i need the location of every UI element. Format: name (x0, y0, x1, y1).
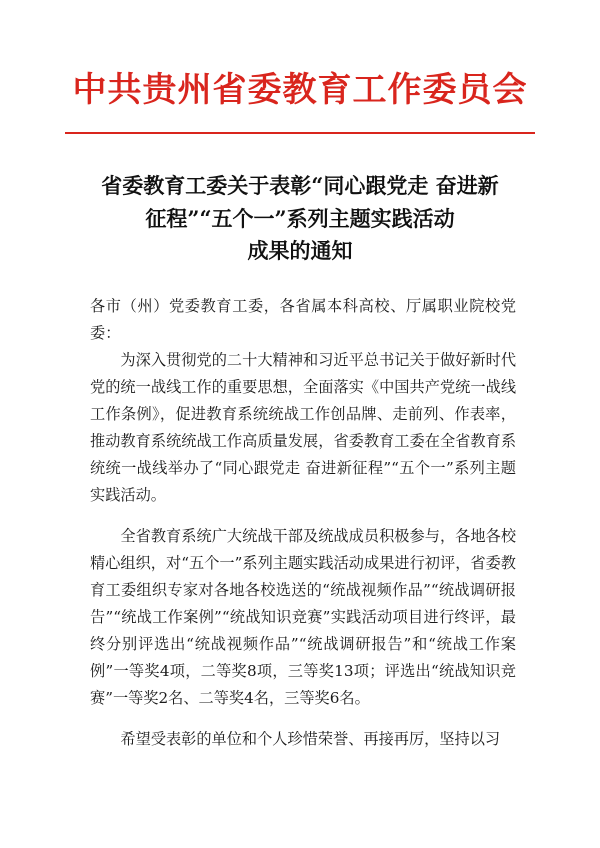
issuing-organization-header: 中共贵州省委教育工作委员会 (72, 70, 528, 110)
salutation: 各市（州）党委教育工委，各省属本科高校、厅属职业院校党委： (90, 297, 516, 342)
document-title (70, 170, 530, 268)
body-paragraph-3: 希望受表彰的单位和个人珍惜荣誉、再接再厉，坚持以习 (120, 730, 501, 748)
body-paragraph-1: 为深入贯彻党的二十大精神和习近平总书记关于做好新时代党的统一战线工作的重要思想，全面落实《中国共产党统一战线工作条例》，促进教育系统统战工作创品牌、走前列、作表率，推动教育系统统战工作高质量发展，省委教育工委在全省教育系统统一战线举办了“同心跟党走 奋进新征程”“五个一”系列主题实践活动。 (90, 351, 516, 504)
body-paragraph-2: 全省教育系统广大统战干部及统战成员积极参与，各地各校精心组织，对“五个一”系列主题实践活动成果进行初评，省委教育工委组织专家对各地各校选送的“统战视频作品”“统战调研报告”“统战工作案例”“统战知识竞赛”实践活动项目进行终评，最终分别评选出“统战视频作品”“统战调研报告”和“统战工作案例”一等奖4项，二等奖8项，三等奖13项；评选出“统战知识竞赛”一等奖2名、二等奖4名，三等奖6名。 (90, 527, 516, 707)
document-title-line-2: 征程”“五个一”系列主题实践活动 (145, 205, 455, 231)
document-title-line-3: 成果的通知 (247, 238, 353, 264)
header-red-rule (65, 132, 535, 134)
document-title-line-1: 省委教育工委关于表彰“同心跟党走 奋进新 (101, 173, 499, 198)
document-body (90, 293, 516, 753)
